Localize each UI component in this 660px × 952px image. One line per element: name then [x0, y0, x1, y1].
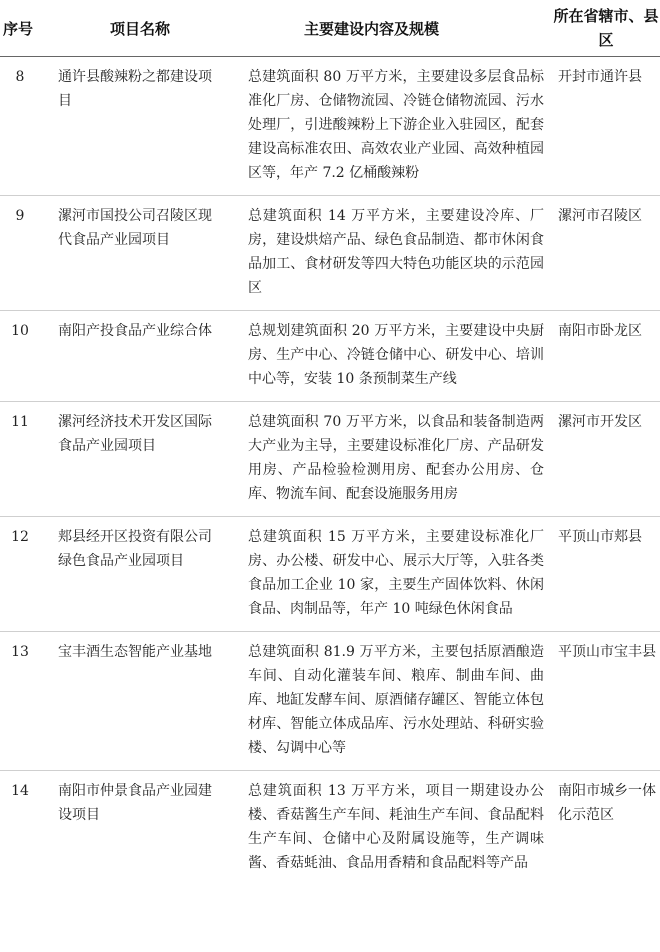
row-location: 漯河市开发区 — [552, 402, 660, 517]
row-index: 8 — [0, 57, 40, 196]
row-construction-content: 总建筑面积 13 万平方米，项目一期建设办公楼、香菇酱生产车间、耗油生产车间、食品配料生产车间、仓储中心及附属设施等，生产调味酱、香菇蚝油、食品用香精和食品配料等产品 — [248, 783, 544, 871]
row-construction-content: 总规划建筑面积 20 万平方米，主要建设中央厨房、生产中心、冷链仓储中心、研发中心、培训中心等，安装 10 条预制菜生产线 — [232, 311, 552, 402]
row-index: 10 — [0, 311, 40, 402]
header-construction-content: 主要建设内容及规模 — [232, 0, 552, 57]
row-project-name: 郏县经开区投资有限公司绿色食品产业园项目 — [40, 517, 232, 632]
header-index: 序号 — [0, 0, 40, 57]
table-row — [0, 57, 660, 196]
row-project-name: 通许县酸辣粉之都建设项目 — [40, 57, 232, 196]
table-row — [0, 771, 660, 886]
row-location: 开封市通许县 — [552, 57, 660, 196]
table-row — [0, 517, 660, 632]
row-construction-content: 总建筑面积 70 万平方米，以食品和装备制造两大产业为主导，主要建设标准化厂房、产品研发用房、产品检验检测用房、配套办公用房、仓库、物流车间、配套设施服务用房 — [232, 402, 552, 517]
row-location: 平顶山市郏县 — [552, 517, 660, 632]
header-location: 所在省辖市、县区 — [552, 0, 660, 57]
row-index: 12 — [0, 517, 40, 632]
row-construction-content: 总建筑面积 80 万平方米，主要建设多层食品标准化厂房、仓储物流园、冷链仓储物流园、污水处理厂，引进酸辣粉上下游企业入驻园区，配套建设高标准农田、高效农业产业园、高效种植园区等，年产 7.2 亿桶酸辣粉 — [232, 57, 552, 196]
header-project-name: 项目名称 — [40, 0, 232, 57]
table-row — [0, 632, 660, 771]
table-header-row — [0, 0, 660, 57]
row-project-name: 宝丰酒生态智能产业基地 — [40, 632, 232, 771]
row-index: 14 — [11, 783, 29, 799]
row-project-name: 漯河市国投公司召陵区现代食品产业园项目 — [40, 196, 232, 311]
row-construction-content: 总建筑面积 15 万平方米，主要建设标准化厂房、办公楼、研发中心、展示大厅等，入驻各类食品加工企业 10 家，主要生产固体饮料、休闲食品、肉制品等，年产 10 吨绿色休闲食品 — [232, 517, 552, 632]
row-project-name: 漯河经济技术开发区国际食品产业园项目 — [40, 402, 232, 517]
row-location: 漯河市召陵区 — [552, 196, 660, 311]
row-location: 南阳市卧龙区 — [552, 311, 660, 402]
row-location: 平顶山市宝丰县 — [552, 632, 660, 771]
table-row — [0, 402, 660, 517]
row-construction-content: 总建筑面积 14 万平方米，主要建设冷库、厂房，建设烘焙产品、绿色食品制造、都市休闲食品加工、食材研发等四大特色功能区块的示范园区 — [232, 196, 552, 311]
row-project-name: 南阳产投食品产业综合体 — [40, 311, 232, 402]
row-location: 南阳市城乡一体化示范区 — [558, 783, 656, 823]
row-index: 13 — [0, 632, 40, 771]
table-row — [0, 311, 660, 402]
row-project-name: 南阳市仲景食品产业园建设项目 — [58, 783, 212, 823]
row-construction-content: 总建筑面积 81.9 万平方米，主要包括原酒酿造车间、自动化灌装车间、粮库、制曲车间、曲库、地缸发酵车间、原酒储存罐区、智能立体包材库、智能立体成品库、污水处理站、科研实验楼、勾调中心等 — [232, 632, 552, 771]
table-row — [0, 196, 660, 311]
row-index: 9 — [0, 196, 40, 311]
row-index: 11 — [0, 402, 40, 517]
